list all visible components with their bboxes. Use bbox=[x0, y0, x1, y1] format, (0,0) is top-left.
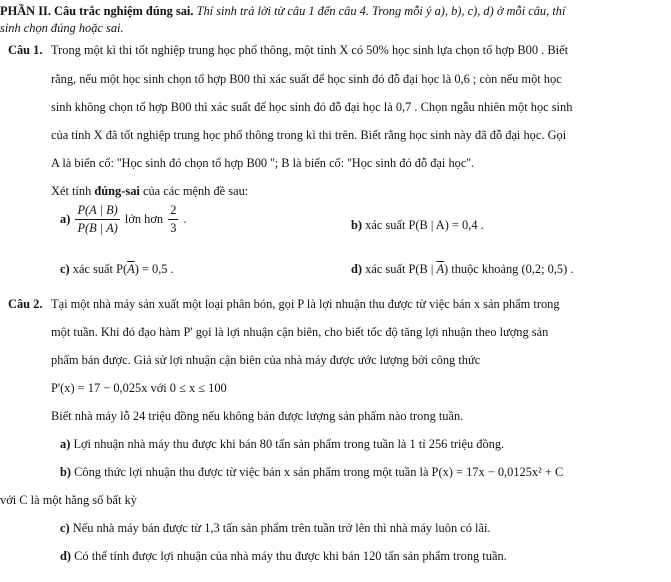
q1-line-4: của tỉnh X đã tốt nghiệp trung học phổ thông trong kì thi trên. Biết rằng học sinh này đã đỗ đại học. Gọi bbox=[51, 128, 567, 142]
q2-line-2: một tuần. Khi đó đạo hàm P' gọi là lợi nhuận cận biên, cho biết tốc độ tăng lợi nhuận theo lượng sản bbox=[51, 325, 549, 339]
q2-formula: P'(x) = 17 − 0,025x với 0 ≤ x ≤ 100 bbox=[51, 381, 227, 395]
q1-option-c-post: ) = 0,5 . bbox=[134, 262, 174, 276]
q1-option-d-post: ) thuộc khoảng (0,2; 0,5) . bbox=[444, 262, 574, 276]
q2-option-a-label: a) bbox=[60, 437, 71, 451]
q1-label: Câu 1. bbox=[8, 43, 43, 57]
part-instruction-cont: sinh chọn đúng hoặc sai. bbox=[0, 21, 124, 35]
q1-option-d-bar: $\overline{A}$ bbox=[436, 262, 445, 276]
q2-option-b-cont: với C là một hằng số bất kỳ bbox=[0, 493, 137, 507]
part-instruction: Thí sinh trả lời từ câu 1 đến câu 4. Trong mỗi ý a), b), c), d) ở mỗi câu, thí bbox=[196, 4, 566, 18]
q2-option-b-label: b) bbox=[60, 465, 72, 479]
q2-option-a-text: Lợi nhuận nhà máy thu được khi bán 80 tấn sản phẩm trong tuần là 1 tỉ 256 triệu đồng. bbox=[73, 437, 505, 451]
q2-line-1: Tại một nhà máy sản xuất một loại phân bón, gọi P là lợi nhuận thu được từ việc bán x sản phẩm trong bbox=[51, 297, 560, 311]
q1-option-b bbox=[351, 218, 484, 233]
q1-option-a-fraction bbox=[168, 203, 178, 236]
q2-option-c-label: c) bbox=[60, 521, 70, 535]
q1-option-a-numerator: P(A | B) bbox=[75, 203, 119, 220]
q1-option-a-ratio bbox=[75, 203, 119, 236]
part-title: PHẦN II. Câu trắc nghiệm đúng sai. bbox=[0, 4, 194, 18]
part-header bbox=[0, 4, 565, 19]
q2-option-d-text: Có thể tính được lợi nhuận của nhà máy thu được khi bán 120 tấn sản phẩm trong tuần. bbox=[74, 549, 507, 563]
q2-label: Câu 2. bbox=[8, 297, 43, 311]
q1-option-c-bar: $\overline{A}$ bbox=[127, 262, 135, 276]
q1-line-6-pre: Xét tính bbox=[51, 184, 95, 198]
q2-option-c-text: Nếu nhà máy bán được từ 1,3 tấn sản phẩm trên tuần trở lên thì nhà máy luôn có lãi. bbox=[72, 521, 491, 535]
q2-option-d-label: d) bbox=[60, 549, 72, 563]
q2-option-b bbox=[60, 465, 563, 480]
q1-option-d-pre: xác suất P(B | bbox=[365, 262, 437, 276]
q1-option-a-frac-den: 3 bbox=[170, 220, 177, 235]
q2-option-a bbox=[60, 437, 504, 452]
q1-line-6 bbox=[51, 184, 248, 199]
q1-option-a-frac-num: 2 bbox=[168, 203, 178, 220]
q1-option-d-label: d) bbox=[351, 262, 363, 276]
q2-option-d bbox=[60, 549, 507, 564]
q2-option-b-text: Công thức lợi nhuận thu được từ việc bán x sản phẩm trong một tuần là P(x) = 17x − 0,0125x² + C bbox=[74, 465, 564, 479]
q1-line-2: rằng, nếu một học sinh chọn tổ hợp B00 thì xác suất để học sinh đó đỗ đại học là 0,6 ; còn nếu một học bbox=[51, 72, 562, 86]
q1-option-a bbox=[60, 203, 187, 236]
q1-option-b-label: b) bbox=[351, 218, 363, 232]
q1-line-3: sinh không chọn tổ hợp B00 thì xác suất để học sinh đó đỗ đại học là 0,7 . Chọn ngẫu nhiên một học sinh bbox=[51, 100, 573, 114]
q1-option-d bbox=[351, 262, 573, 277]
q1-option-b-text: xác suất P(B | A) = 0,4 . bbox=[365, 218, 484, 232]
q1-line-5: A là biến cố: ''Học sinh đó chọn tổ hợp B00 ''; B là biến cố: ''Học sinh đó đỗ đại học''. bbox=[51, 156, 474, 170]
q2-line-4: Biết nhà máy lỗ 24 triệu đồng nếu không bán được lượng sản phẩm nào trong tuần. bbox=[51, 409, 464, 423]
q1-option-c-pre: xác suất P( bbox=[72, 262, 128, 276]
q1-option-c bbox=[60, 262, 174, 277]
q1-line-6-bold: đúng-sai bbox=[94, 184, 140, 198]
q1-line-1: Trong một kì thi tốt nghiệp trung học phổ thông, một tỉnh X có 50% học sinh lựa chọn tổ hợp B00 . Biết bbox=[51, 43, 569, 57]
q1-option-a-denominator: P(B | A) bbox=[77, 220, 118, 235]
q2-line-3: phẩm bán được. Giả sử lợi nhuận cận biên của nhà máy được ước lượng bởi công thức bbox=[51, 353, 481, 367]
q1-line-6-post: của các mệnh đề sau: bbox=[139, 184, 249, 198]
q2-option-c bbox=[60, 521, 491, 536]
q1-option-a-end: . bbox=[183, 211, 187, 226]
q1-option-a-text: lớn hơn bbox=[124, 211, 164, 226]
q1-option-c-label: c) bbox=[60, 262, 70, 276]
q1-option-a-label: a) bbox=[60, 211, 71, 226]
